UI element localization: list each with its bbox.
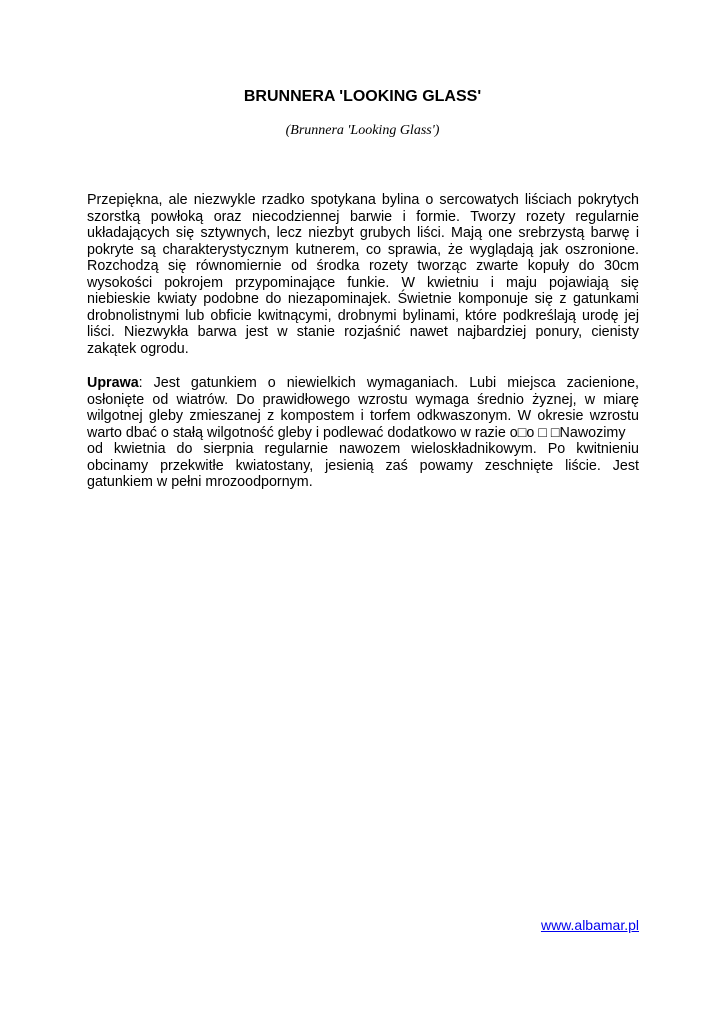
page-title: BRUNNERA 'LOOKING GLASS' xyxy=(243,88,482,105)
description-paragraph xyxy=(87,192,639,357)
cultivation-first-line-text: : Jest gatunkiem o niewielkich wymaganiach. Lubi miejsca zacienione, xyxy=(138,375,639,391)
cultivation-line: gatunkiem w pełni mrozoodpornym. xyxy=(87,474,313,490)
cultivation-line: osłonięte od wiatrów. Do prawidłowego wzrostu wymaga średnio żyznej, w miarę xyxy=(87,391,639,408)
description-line: zakątek ogrodu. xyxy=(87,340,189,357)
description-line: Rozchodzą się równomiernie od środka rozety tworząc zwarte kopuły do 30cm xyxy=(87,258,639,274)
cultivation-first-line xyxy=(87,375,639,392)
description-line: liści. Niezwykła barwa jest w stanie rozjaśnić nawet najbardziej ponury, cienisty xyxy=(87,324,639,340)
cultivation-line: obcinamy przekwitłe kwiatostany, jesienią zaś powamy zeschnięte liście. Jest xyxy=(87,457,639,474)
cultivation-label: Uprawa xyxy=(87,375,139,391)
cultivation-line: wilgotnej gleby zmieszanej z kompostem i torfem odkwaszonym. W okresie wzrostu xyxy=(87,408,639,424)
cultivation-line: od kwietnia do sierpnia regularnie nawozem wieloskładnikowym. Po kwitnieniu xyxy=(87,441,639,457)
cultivation-line: warto dbać o stałą wilgotność gleby i podlewać dodatkowo w razie o□o □ □Nawozimy xyxy=(87,424,626,441)
cultivation-paragraph xyxy=(87,375,639,491)
description-line: drobnolistnymi lub obficie kwitnącymi, drobnymi bylinami, które podkreślają urodę jej xyxy=(87,307,639,324)
description-line: wysokości pokrojem przypominające funkie. W kwietniu i maju pojawiają się xyxy=(87,274,639,291)
description-line: szorstką powłoką oraz niecodziennej barwie i formie. Tworzy rozety regularnie xyxy=(87,208,639,225)
description-line: układających się sztywnych, lecz niezbyt grubych liści. Mają one srebrzystą barwę i xyxy=(87,225,639,241)
latin-name-subtitle: (Brunnera 'Looking Glass') xyxy=(285,123,440,138)
website-link[interactable]: www.albamar.pl xyxy=(540,917,639,933)
description-line: pokryte są charakterystycznym kutnerem, co sprawia, że wyglądają jak oszronione. xyxy=(87,241,639,258)
description-line: Przepiękna, ale niezwykle rzadko spotykana bylina o sercowatych liściach pokrytych xyxy=(87,192,639,208)
description-line: niebieskie kwiaty podobne do niezapominajek. Świetnie komponuje się z gatunkami xyxy=(87,291,639,307)
